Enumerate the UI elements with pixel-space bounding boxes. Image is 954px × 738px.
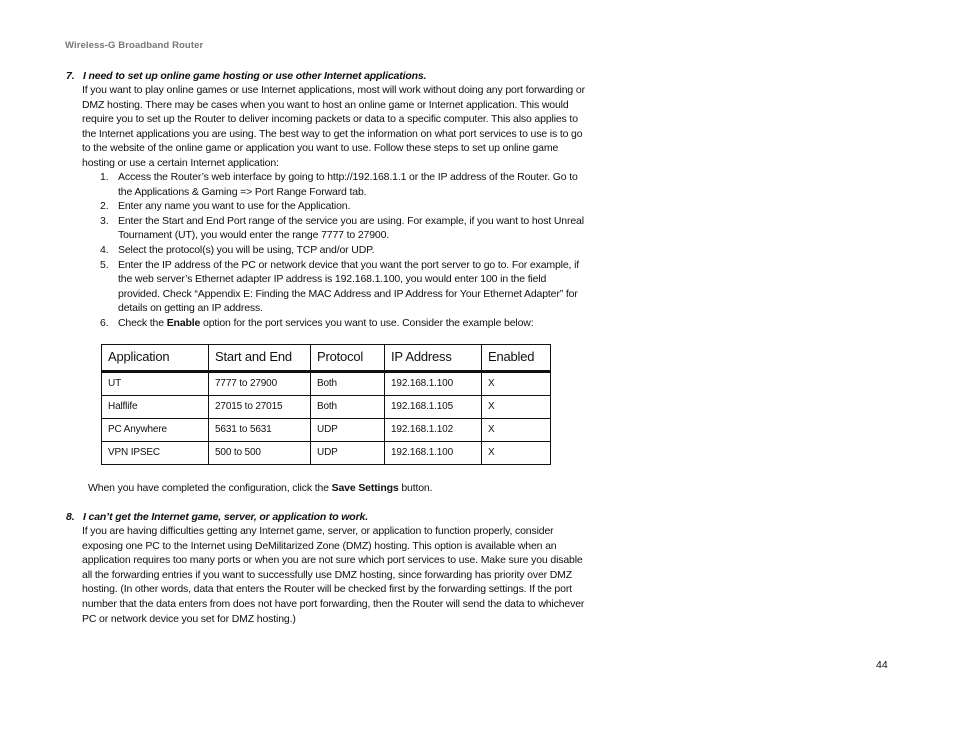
table-row [102,396,551,419]
cell-ip-address: 192.168.1.100 [385,442,482,465]
step-text: Enter any name you want to use for the Application. [118,200,351,213]
cell-application: PC Anywhere [102,419,209,442]
cell-enabled: X [482,372,551,396]
step-item [82,214,590,243]
step-text: Access the Router’s web interface by going to http://192.168.1.1 or the IP address of the Router. Go to the Applications & Gaming => Port Range Forward tab. [118,171,578,198]
step-item [82,258,590,316]
save-settings-label: Save Settings [331,482,399,494]
cell-application: UT [102,372,209,396]
step-number: 1. [100,171,109,183]
cell-ip-address: 192.168.1.105 [385,396,482,419]
step-text: Select the protocol(s) you will be using, TCP and/or UDP. [118,243,375,256]
section-8-heading [66,510,606,525]
cell-enabled: X [482,442,551,465]
step-text-before: Check the [118,316,167,329]
column-header-ip-address: IP Address [385,345,482,372]
step-number: 6. [100,316,109,329]
step-text-after: option for the port services you want to use. Consider the example below: [200,316,534,329]
cell-ip-address: 192.168.1.100 [385,372,482,396]
column-header-start-end: Start and End [209,345,311,372]
cell-application: Halflife [102,396,209,419]
section-7-intro: If you want to play online games or use Internet applications, most will work without doing any port forwarding or DMZ hosting. There may be cases when you want to host an online game or Internet application. This would require you to set up the Router to deliver incoming packets or data to a specific computer. This also applies to the Internet applications you are using. The best way to get the information on what port services to use is to go to the website of the online game or application you want to use. Follow these steps to set up online game hosting or use a certain Internet application: [82,84,585,169]
step-number: 2. [100,200,109,213]
section-8-title: I can’t get the Internet game, server, or application to work. [83,511,368,523]
table-row [102,442,551,465]
step-item [82,243,590,258]
page-number: 44 [876,659,888,671]
step-number: 5. [100,258,109,271]
section-8-body: If you are having difficulties getting any Internet game, server, or application to function properly, consider exposing one PC to the Internet using DeMilitarized Zone (DMZ) hosting. This option is available when an application requires too many ports or when you are not sure which port services to use. Make sure you disable all the forwarding entries if you want to successfully use DMZ hosting, since forwarding has priority over DMZ hosting. (In other words, data that enters the Router will be checked first by the forwarding settings. If the port number that the data enters from does not have port forwarding, then the Router will send the data to whichever PC or network device you set for DMZ hosting.) [82,525,585,625]
step-text: Enter the Start and End Port range of the service you are using. For example, if you want to host Unreal Tournament (UT), you would enter the range 7777 to 27900. [118,214,584,242]
step-item [82,199,590,214]
table-row [102,372,551,396]
cell-enabled: X [482,419,551,442]
cell-protocol: UDP [311,419,385,442]
step-item [82,170,590,199]
port-forwarding-example-table [101,344,551,465]
cell-application: VPN IPSEC [102,442,209,465]
cell-start-end: 7777 to 27900 [209,372,311,396]
cell-protocol: UDP [311,442,385,465]
column-header-protocol: Protocol [311,345,385,372]
cell-protocol: Both [311,372,385,396]
cell-ip-address: 192.168.1.102 [385,419,482,442]
cell-start-end: 500 to 500 [209,442,311,465]
completion-text-after: button. [398,482,433,494]
section-8-number: 8. [66,511,75,523]
table-row [102,419,551,442]
section-7-title: I need to set up online game hosting or use other Internet applications. [83,70,427,82]
section-7-number: 7. [66,70,75,82]
section-7-heading [66,69,606,84]
enable-option-label: Enable [166,316,201,329]
running-header: Wireless-G Broadband Router [65,40,204,51]
step-number: 4. [100,243,109,256]
column-header-enabled: Enabled [482,345,551,372]
table-header-row [102,345,551,372]
cell-enabled: X [482,396,551,419]
steps-list [82,170,590,331]
completion-note [88,481,608,496]
column-header-application: Application [102,345,209,372]
cell-start-end: 27015 to 27015 [209,396,311,419]
step-item [82,316,590,331]
cell-protocol: Both [311,396,385,419]
cell-start-end: 5631 to 5631 [209,419,311,442]
step-number: 3. [100,214,109,227]
step-text: Enter the IP address of the PC or network device that you want the port server to go to. For example, if the web server’s Ethernet adapter IP address is 192.168.1.100, you would enter 100 in the field provided. Check “Appendix E: Finding the MAC Address and IP Address for Your Ethernet Adapter” for details on getting an IP address. [118,258,580,315]
completion-text-before: When you have completed the configuration, click the [88,482,332,494]
